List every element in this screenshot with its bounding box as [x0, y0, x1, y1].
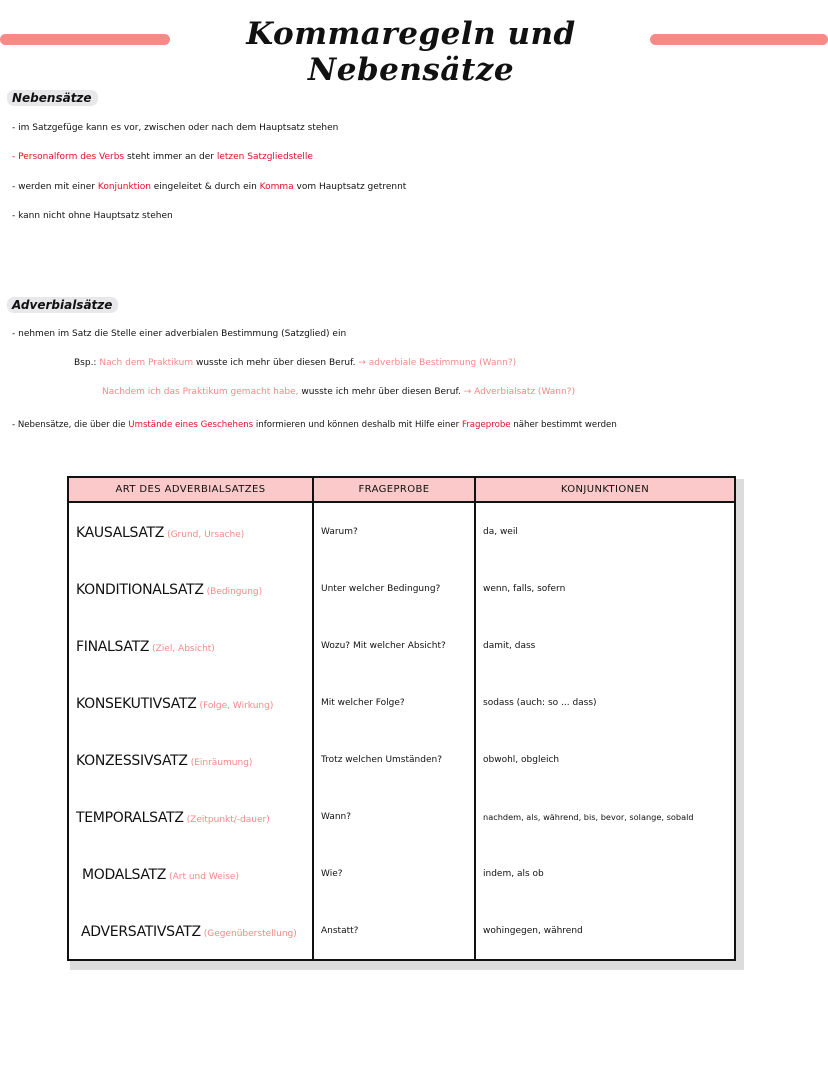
header-frageprobe: FRAGEPROBE [313, 477, 475, 502]
table-row [68, 560, 735, 617]
title-decoration-left [0, 34, 170, 45]
type-cell [68, 731, 313, 788]
table-row [68, 788, 735, 845]
type-cell [68, 617, 313, 674]
table-row [68, 902, 735, 960]
type-cell [68, 902, 313, 960]
page-title: Kommaregeln und Nebensätze [246, 16, 576, 88]
table-row [68, 502, 735, 560]
text-pink: Nachdem ich das Praktikum gemacht habe, [102, 387, 299, 397]
conjunctions-cell: nachdem, als, während, bis, bevor, solange, sobald [475, 788, 735, 845]
question-cell: Mit welcher Folge? [313, 674, 475, 731]
table-row [68, 617, 735, 674]
type-name: KONDITIONALSATZ [76, 582, 204, 598]
conjunctions-cell: wenn, falls, sofern [475, 560, 735, 617]
adverbialsaetze-example-2 [102, 387, 575, 397]
adverbialsaetze-line-2 [12, 420, 617, 430]
type-note: (Gegenüberstellung) [203, 929, 297, 939]
question-cell: Warum? [313, 502, 475, 560]
text-red: Konjunktion [97, 182, 151, 192]
adverbialsaetze-example-1 [74, 358, 516, 368]
text-red: Umstände eines Geschehens [128, 420, 254, 430]
nebensaetze-line-4: - kann nicht ohne Hauptsatz stehen [12, 211, 173, 221]
type-name: KONZESSIVSATZ [76, 753, 188, 769]
text-red: Komma [259, 182, 294, 192]
header-art: ART DES ADVERBIALSATZES [68, 477, 313, 502]
conjunctions-cell: obwohl, obgleich [475, 731, 735, 788]
type-note: (Bedingung) [206, 587, 263, 597]
conjunctions-cell: damit, dass [475, 617, 735, 674]
question-cell: Anstatt? [313, 902, 475, 960]
text-plain: steht immer an der [124, 152, 217, 162]
conjunctions-cell: wohingegen, während [475, 902, 735, 960]
text-plain: eingeleitet & durch ein [150, 182, 260, 192]
header-konjunktionen: KONJUNKTIONEN [475, 477, 735, 502]
table-row [68, 674, 735, 731]
question-cell: Unter welcher Bedingung? [313, 560, 475, 617]
text-pink: → adverbiale Bestimmung (Wann?) [358, 358, 517, 368]
text-plain: näher bestimmt werden [510, 420, 617, 430]
type-note: (Art und Weise) [169, 872, 239, 882]
text-red: - Personalform des Verbs [12, 152, 125, 162]
type-note: (Ziel, Absicht) [152, 644, 215, 654]
conjunctions-cell: indem, als ob [475, 845, 735, 902]
text-plain: vom Hauptsatz getrennt [293, 182, 407, 192]
text-pink: → Adverbialsatz (Wann?) [463, 387, 575, 397]
text-red: Frageprobe [461, 420, 511, 430]
heading-adverbialsaetze: Adverbialsätze [7, 297, 118, 313]
type-name: FINALSATZ [76, 639, 150, 655]
type-cell [68, 502, 313, 560]
type-name: TEMPORALSATZ [76, 810, 184, 826]
table-row [68, 845, 735, 902]
title-decoration-right [650, 34, 828, 45]
question-cell: Wozu? Mit welcher Absicht? [313, 617, 475, 674]
nebensaetze-line-3 [12, 182, 406, 192]
adverbialsaetze-line-1: - nehmen im Satz die Stelle einer adverbialen Bestimmung (Satzglied) ein [12, 329, 347, 339]
type-name: KAUSALSATZ [76, 525, 165, 541]
table-row [68, 731, 735, 788]
type-note: (Einräumung) [190, 758, 253, 768]
text-red: letzen Satzgliedstelle [216, 152, 313, 162]
text-plain: - Nebensätze, die über die [12, 420, 129, 430]
type-name: MODALSATZ [82, 867, 167, 883]
type-name: KONSEKUTIVSATZ [76, 696, 197, 712]
type-cell [68, 560, 313, 617]
type-cell [68, 845, 313, 902]
title-row [0, 14, 828, 88]
nebensaetze-line-1: - im Satzgefüge kann es vor, zwischen oder nach dem Hauptsatz stehen [12, 123, 339, 133]
text-plain: wusste ich mehr über diesen Beruf. [298, 387, 464, 397]
table-header-row [68, 477, 735, 502]
text-pink: Nach dem Praktikum [99, 358, 194, 368]
type-note: (Zeitpunkt/-dauer) [186, 815, 270, 825]
text-plain: wusste ich mehr über diesen Beruf. [193, 358, 359, 368]
adverbialsatz-table [67, 476, 736, 961]
example-label: Bsp.: [74, 358, 100, 368]
question-cell: Trotz welchen Umständen? [313, 731, 475, 788]
conjunctions-cell: sodass (auch: so ... dass) [475, 674, 735, 731]
question-cell: Wie? [313, 845, 475, 902]
type-note: (Grund, Ursache) [167, 530, 245, 540]
text-plain: informieren und können deshalb mit Hilfe einer [253, 420, 462, 430]
type-cell [68, 788, 313, 845]
nebensaetze-line-2 [12, 152, 313, 162]
type-name: ADVERSATIVSATZ [81, 924, 201, 940]
conjunctions-cell: da, weil [475, 502, 735, 560]
heading-nebensaetze: Nebensätze [7, 90, 98, 106]
type-cell [68, 674, 313, 731]
text-plain: - werden mit einer [12, 182, 98, 192]
type-note: (Folge, Wirkung) [199, 701, 274, 711]
question-cell: Wann? [313, 788, 475, 845]
